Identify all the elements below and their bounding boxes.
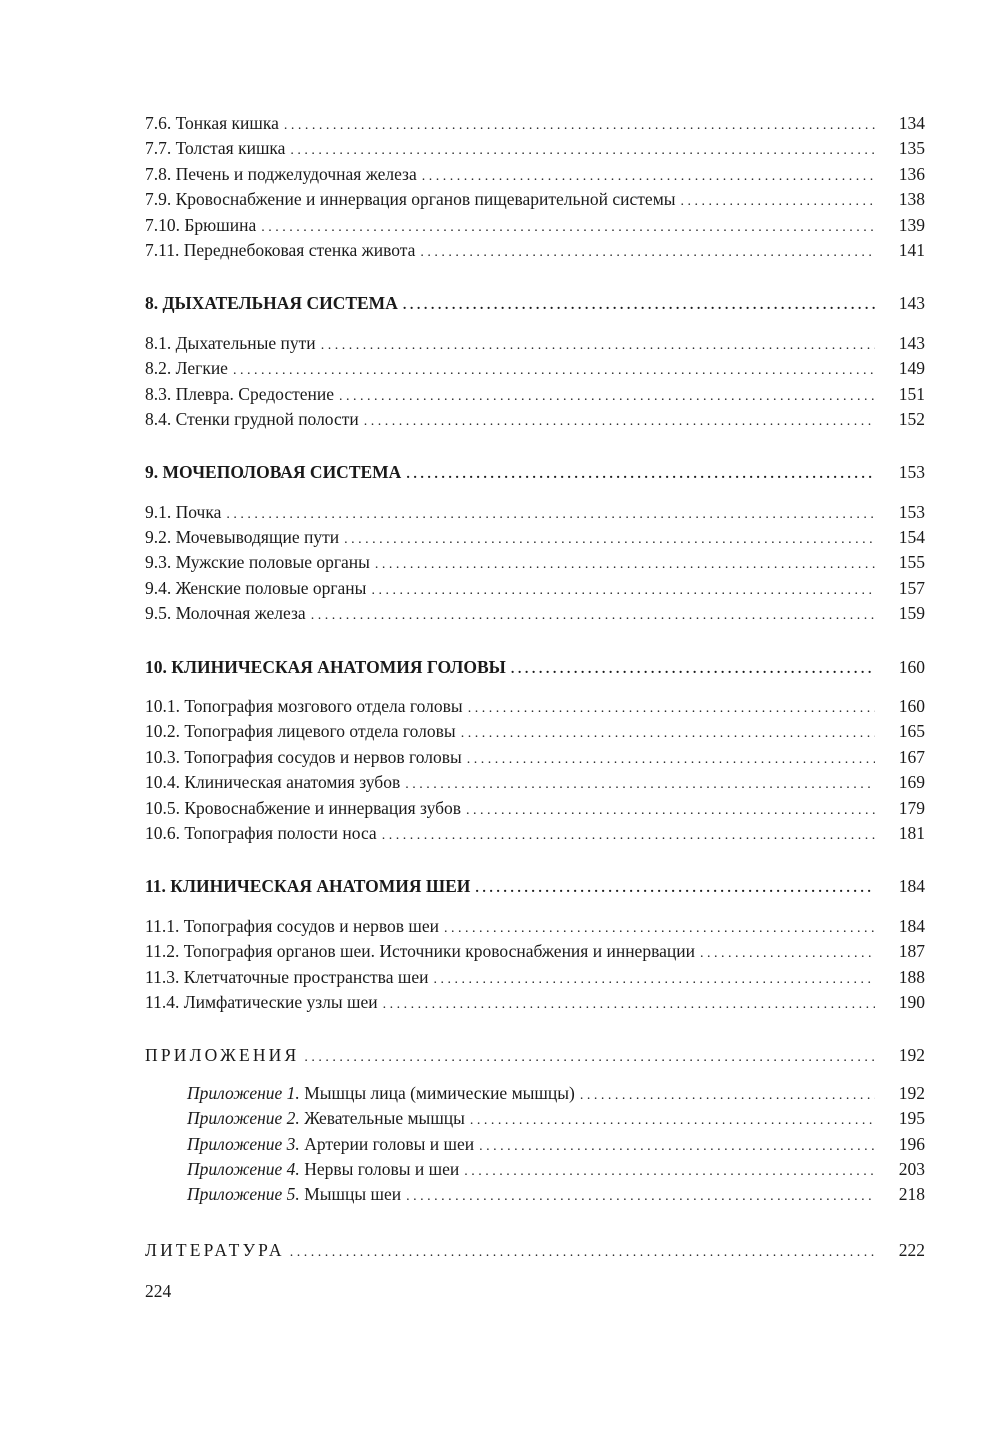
toc-entry-page: 141	[898, 239, 925, 260]
toc-entry-page: 154	[898, 527, 925, 548]
toc-chapter-heading[interactable]	[145, 874, 925, 899]
dot-leader	[681, 189, 875, 214]
appendices-page: 192	[898, 1045, 925, 1066]
toc-entry[interactable]	[145, 914, 925, 939]
dot-leader	[511, 657, 875, 682]
toc-entry[interactable]	[145, 525, 925, 550]
toc-entry[interactable]	[145, 187, 925, 212]
dot-leader	[261, 215, 875, 240]
chapter-title: 11. КЛИНИЧЕСКАЯ АНАТОМИЯ ШЕИ	[145, 876, 471, 897]
appendix-title	[187, 1182, 401, 1207]
toc-entry-title: 7.9. Кровоснабжение и иннервация органов пищеварительной системы	[145, 189, 676, 210]
toc-appendix-entry[interactable]	[145, 1157, 925, 1182]
literature-page: 222	[898, 1239, 925, 1260]
toc-entry-title: 10.5. Кровоснабжение и иннервация зубов	[145, 797, 462, 818]
literature-title: ЛИТЕРАТУРА	[145, 1239, 285, 1260]
appendices-title: ПРИЛОЖЕНИЯ	[145, 1045, 300, 1066]
toc-entry[interactable]	[145, 331, 925, 356]
toc-entry-title: 9.1. Почка	[145, 501, 222, 522]
toc-entry-page: 139	[898, 214, 925, 235]
toc-entry-page: 134	[898, 113, 925, 133]
toc-entry-page: 184	[898, 915, 925, 936]
appendix-page: 195	[898, 1108, 925, 1129]
toc-entry-title: 8.1. Дыхательные пути	[145, 332, 316, 353]
toc-entry-page: 181	[898, 822, 925, 843]
appendix-label: Нервы головы и шеи	[304, 1158, 460, 1179]
toc-entry[interactable]	[145, 965, 925, 990]
dot-leader	[466, 798, 875, 823]
chapter-title: 9. МОЧЕПОЛОВАЯ СИСТЕМА	[145, 462, 402, 483]
appendix-prefix: Приложение 5.	[187, 1184, 300, 1205]
dot-leader	[304, 1045, 875, 1070]
chapter-page: 184	[898, 876, 925, 897]
dot-leader	[371, 578, 875, 603]
toc-entry[interactable]	[145, 601, 925, 626]
dot-leader	[375, 552, 875, 577]
toc-entry-title: 9.2. Мочевыводящие пути	[145, 527, 340, 548]
toc-entry[interactable]	[145, 162, 925, 187]
toc-entry-page: 169	[898, 772, 925, 793]
toc-entry-page: 179	[898, 797, 925, 818]
dot-leader	[383, 992, 875, 1017]
dot-leader	[420, 240, 875, 265]
toc-entry-page: 165	[898, 721, 925, 742]
toc-entry-title: 10.3. Топография сосудов и нервов головы	[145, 746, 462, 767]
toc-entry-page: 136	[898, 163, 925, 184]
toc-entry-page: 157	[898, 577, 925, 598]
appendix-page: 218	[898, 1184, 925, 1205]
toc-entry-title: 10.4. Клиническая анатомия зубов	[145, 772, 401, 793]
chapter-page: 153	[898, 462, 925, 483]
toc-entry-title: 10.6. Топография полости носа	[145, 822, 377, 843]
toc-entry[interactable]	[145, 796, 925, 821]
appendix-title	[187, 1132, 474, 1157]
toc-entry[interactable]	[145, 238, 925, 263]
appendix-prefix: Приложение 3.	[187, 1133, 300, 1154]
toc-entry-page: 188	[898, 966, 925, 987]
appendix-prefix: Приложение 2.	[187, 1108, 300, 1129]
toc-entry-page: 187	[898, 941, 925, 962]
appendix-prefix: Приложение 1.	[187, 1082, 300, 1103]
appendix-label: Жевательные мышцы	[304, 1108, 465, 1129]
appendix-label: Мышцы лица (мимические мышцы)	[304, 1082, 575, 1103]
toc-entry-page: 152	[898, 408, 925, 429]
toc-entry[interactable]	[145, 745, 925, 770]
dot-leader	[464, 1159, 875, 1184]
dot-leader	[461, 721, 875, 746]
appendix-page: 196	[898, 1133, 925, 1154]
dot-leader	[467, 747, 875, 772]
toc-entry[interactable]	[145, 136, 925, 161]
dot-leader	[284, 113, 875, 138]
toc-appendix-entry[interactable]	[145, 1182, 925, 1207]
dot-leader	[475, 876, 875, 901]
toc-entry-page: 149	[898, 358, 925, 379]
dot-leader	[433, 967, 875, 992]
toc-entry-page: 159	[898, 603, 925, 624]
toc-entry-page: 135	[898, 138, 925, 159]
toc-entry-page: 153	[898, 501, 925, 522]
appendix-label: Мышцы шеи	[304, 1184, 402, 1205]
toc-entry[interactable]	[145, 939, 925, 964]
appendix-page: 203	[898, 1158, 925, 1179]
dot-leader	[290, 1240, 875, 1265]
toc-entry-title: 7.11. Переднебоковая стенка живота	[145, 239, 416, 260]
dot-leader	[444, 916, 875, 941]
dot-leader	[700, 941, 875, 966]
toc-entry-title: 7.10. Брюшина	[145, 214, 257, 235]
appendix-title	[187, 1157, 459, 1182]
toc-entry[interactable]	[145, 550, 925, 575]
page-number: 224	[145, 1281, 172, 1301]
dot-leader	[382, 823, 875, 848]
dot-leader	[364, 409, 875, 434]
toc-appendix-entry[interactable]	[145, 1106, 925, 1131]
toc-entry-title: 8.3. Плевра. Средостение	[145, 383, 335, 404]
toc-entry[interactable]	[145, 213, 925, 238]
toc-entry-page: 167	[898, 746, 925, 767]
chapter-title: 10. КЛИНИЧЕСКАЯ АНАТОМИЯ ГОЛОВЫ	[145, 656, 506, 677]
toc-entry[interactable]	[145, 719, 925, 744]
dot-leader	[403, 293, 875, 318]
dot-leader	[406, 462, 875, 487]
dot-leader	[405, 772, 875, 797]
toc-entry[interactable]	[145, 382, 925, 407]
dot-leader	[422, 164, 875, 189]
toc-appendix-entry[interactable]	[145, 1081, 925, 1106]
toc-entry-title: 11.3. Клетчаточные пространства шеи	[145, 966, 429, 987]
appendix-title	[187, 1081, 575, 1106]
dot-leader	[344, 527, 875, 552]
dot-leader	[339, 384, 875, 409]
toc-chapter-heading[interactable]	[145, 655, 925, 680]
toc-entry-title: 8.4. Стенки грудной полости	[145, 408, 359, 429]
dot-leader	[233, 358, 875, 383]
dot-leader	[468, 696, 875, 721]
toc-entry-title: 9.3. Мужские половые органы	[145, 552, 370, 573]
dot-leader	[311, 603, 875, 628]
toc-chapter-heading[interactable]	[145, 460, 925, 485]
toc-entry[interactable]	[145, 500, 925, 525]
appendix-prefix: Приложение 4.	[187, 1158, 300, 1179]
chapter-page: 160	[898, 656, 925, 677]
toc-entry-title: 10.1. Топография мозгового отдела головы	[145, 696, 463, 717]
toc-entry-title: 9.5. Молочная железа	[145, 603, 306, 624]
toc-entry-page: 138	[898, 189, 925, 210]
toc-appendix-entry[interactable]	[145, 1132, 925, 1157]
toc-chapter-heading[interactable]	[145, 291, 925, 316]
dot-leader	[406, 1184, 875, 1209]
toc-entry-title: 9.4. Женские половые органы	[145, 577, 367, 598]
dot-leader	[470, 1108, 875, 1133]
toc-entry[interactable]	[145, 356, 925, 381]
toc-entry-title: 11.1. Топография сосудов и нервов шеи	[145, 915, 439, 936]
toc-entry-title: 11.4. Лимфатические узлы шеи	[145, 991, 378, 1012]
toc-entry-page: 155	[898, 552, 925, 573]
toc-entry-page: 143	[898, 332, 925, 353]
toc-entry-title: 10.2. Топография лицевого отдела головы	[145, 721, 456, 742]
toc-entry-page: 160	[898, 696, 925, 717]
toc-entry[interactable]	[145, 770, 925, 795]
toc-entry-title: 7.8. Печень и поджелудочная железа	[145, 163, 417, 184]
dot-leader	[580, 1083, 875, 1108]
appendix-label: Артерии головы и шеи	[304, 1133, 475, 1154]
dot-leader	[290, 138, 875, 163]
toc-appendices-heading[interactable]	[145, 1043, 925, 1068]
table-of-contents	[145, 111, 925, 1263]
chapter-title: 8. ДЫХАТЕЛЬНАЯ СИСТЕМА	[145, 293, 398, 314]
dot-leader	[321, 333, 875, 358]
toc-entry[interactable]	[145, 990, 925, 1015]
toc-entry-page: 151	[898, 383, 925, 404]
toc-entry-title: 7.6. Тонкая кишка	[145, 113, 279, 133]
dot-leader	[226, 502, 875, 527]
toc-entry[interactable]	[145, 576, 925, 601]
appendix-title	[187, 1106, 465, 1131]
toc-entry-title: 7.7. Толстая кишка	[145, 138, 286, 159]
toc-entry-page: 190	[898, 991, 925, 1012]
dot-leader	[479, 1134, 875, 1159]
toc-entry-title: 8.2. Легкие	[145, 358, 228, 379]
toc-entry[interactable]	[145, 821, 925, 846]
appendix-page: 192	[898, 1082, 925, 1103]
toc-entry[interactable]	[145, 407, 925, 432]
toc-entry[interactable]	[145, 694, 925, 719]
chapter-page: 143	[898, 293, 925, 314]
toc-entry-title: 11.2. Топография органов шеи. Источники кровоснабжения и иннервации	[145, 941, 695, 962]
toc-entry[interactable]	[145, 111, 925, 136]
toc-literature[interactable]	[145, 1238, 925, 1263]
